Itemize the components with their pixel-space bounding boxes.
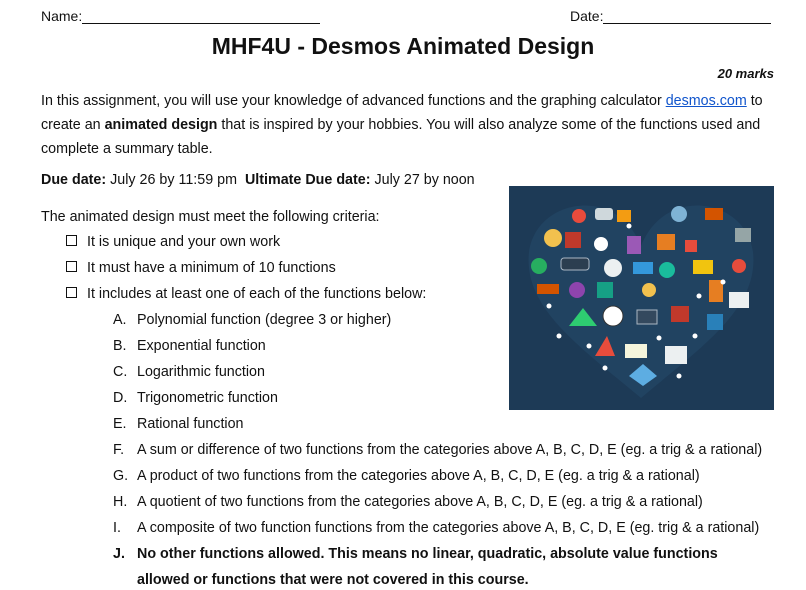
headphones-icon	[604, 259, 622, 277]
hobby-heart-image	[509, 186, 774, 410]
checkbox-icon	[66, 261, 77, 272]
balloon-icon	[572, 209, 586, 223]
dot-icon	[594, 237, 608, 251]
gift-icon	[685, 240, 697, 252]
bottle-icon	[627, 236, 641, 254]
open-book-icon	[665, 346, 687, 364]
ultimate-due-label: Ultimate Due date:	[244, 172, 371, 188]
cake-icon	[617, 210, 631, 222]
dice-icon	[729, 292, 749, 308]
desmos-link[interactable]: desmos.com	[665, 93, 747, 109]
ticket-icon	[693, 260, 713, 274]
checklist-item: It is unique and your own work	[66, 234, 280, 250]
checklist-item: It includes at least one of each of the functions below:	[66, 286, 426, 302]
due-label: Due date:	[41, 172, 107, 188]
apple-icon	[732, 259, 746, 273]
telescope-icon	[735, 228, 751, 242]
bag-icon	[657, 234, 675, 250]
name-line	[82, 9, 320, 24]
laptop-icon	[637, 310, 657, 324]
checkbox-icon	[66, 287, 77, 298]
camera-icon	[659, 262, 675, 278]
checklist-item: It must have a minimum of 10 functions	[66, 260, 336, 276]
name-label: Name:	[41, 8, 83, 24]
intro-paragraph	[41, 89, 783, 161]
checkbox-icon	[66, 235, 77, 246]
name-field	[41, 8, 320, 24]
intro-text-2: to create an	[41, 93, 763, 133]
skateboard-icon	[537, 284, 559, 294]
ultimate-due-value: July 27 by noon	[370, 172, 475, 188]
soccer-ball-icon	[603, 306, 623, 326]
list-item-continuation: allowed or functions that were not covered in this course.	[137, 572, 529, 588]
intro-bold: animated design	[104, 117, 218, 133]
book-icon	[565, 232, 581, 248]
intro-text-1: In this assignment, you will use your knowledge of advanced functions and the graphing calculator	[41, 93, 666, 109]
criteria-intro: The animated design must meet the following criteria:	[41, 209, 380, 225]
date-line	[603, 9, 771, 24]
hat-icon	[561, 258, 589, 270]
record-icon	[671, 306, 689, 322]
stamp-icon	[705, 208, 723, 220]
sun-icon	[544, 229, 562, 247]
gamepad-icon	[595, 208, 613, 220]
bicycle-icon	[671, 206, 687, 222]
flower-icon	[569, 282, 585, 298]
due-dates	[41, 172, 475, 188]
pizza-icon	[642, 283, 656, 297]
intro-text-3: that is inspired by your hobbies. You will also analyze some of the functions used and complete a summary table.	[41, 117, 761, 157]
paint-icon	[597, 282, 613, 298]
cloud-bread-icon	[625, 344, 647, 358]
marks-label: 20 marks	[717, 66, 774, 81]
page-title: MHF4U - Desmos Animated Design	[211, 33, 595, 59]
due-value: July 26 by 11:59 pm	[106, 172, 238, 188]
date-field	[570, 8, 771, 24]
date-label: Date:	[570, 8, 604, 24]
glasses-icon	[633, 262, 653, 274]
globe-icon	[531, 258, 547, 274]
paint-brush-icon	[707, 314, 723, 330]
